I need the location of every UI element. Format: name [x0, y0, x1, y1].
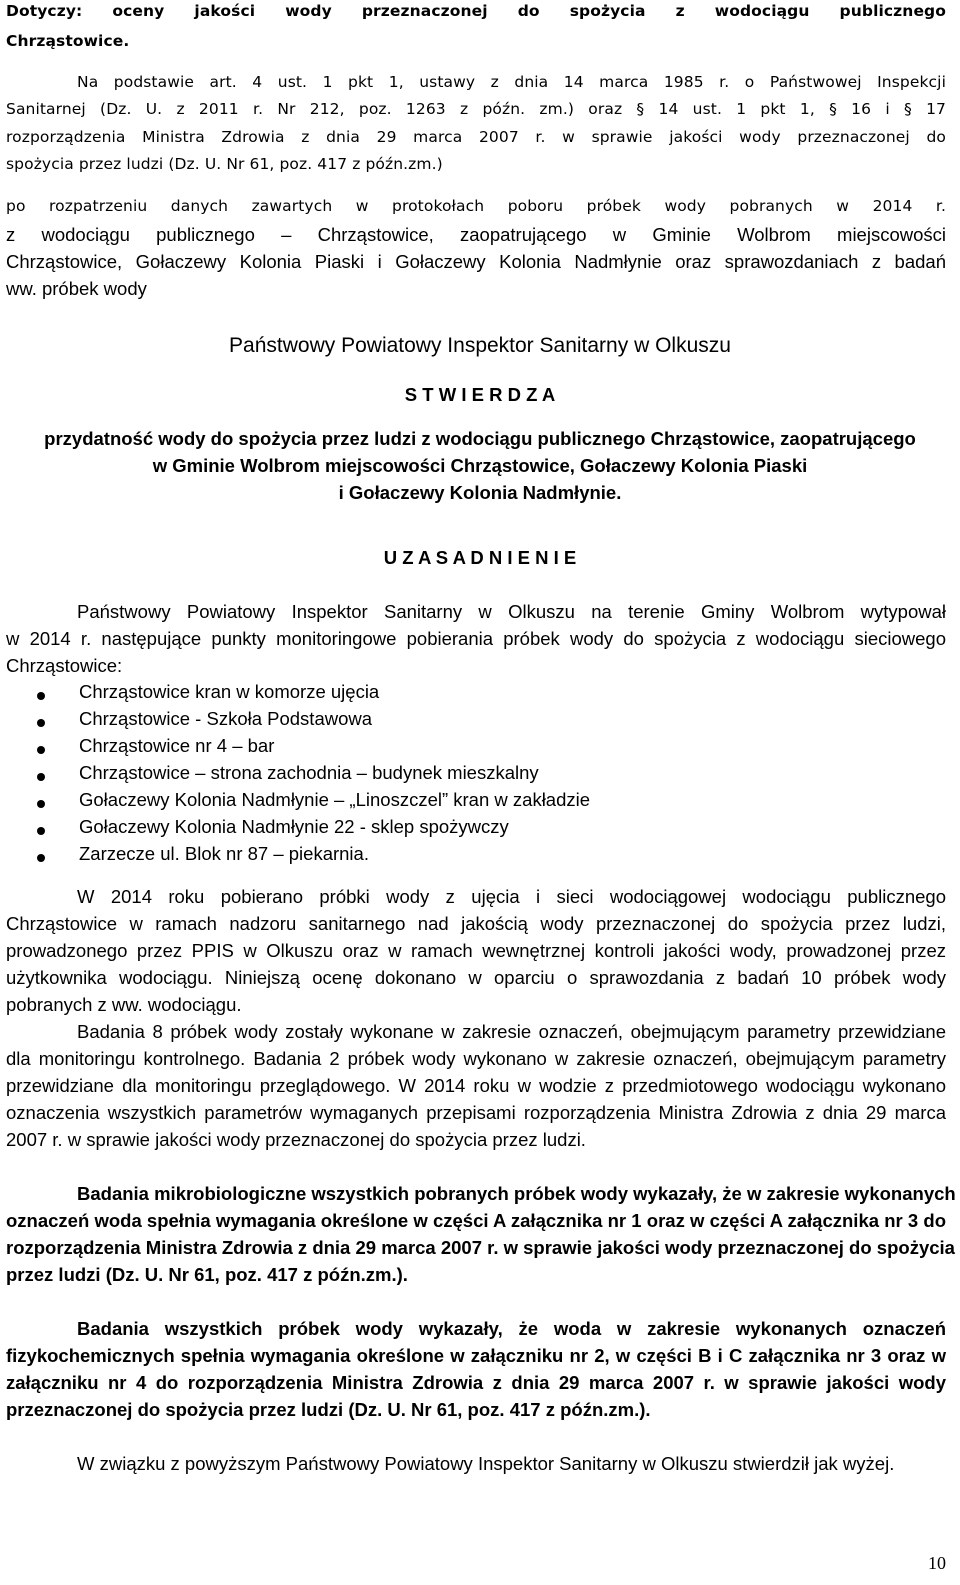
list-item: Chrząstowice nr 4 – bar: [79, 735, 275, 756]
subject-line: Dotyczy: oceny jakości wody przeznaczonej do spożycia z wodociągu publicznego: [6, 2, 946, 20]
paragraph-line: oznaczeń woda spełnia wymagania określone w części A załącznika nr 1 oraz w części A załącznika nr 3 do: [6, 1210, 946, 1231]
justification-line: Państwowy Powiatowy Inspektor Sanitarny w Olkuszu na terenie Gminy Wolbrom wytypował: [77, 601, 946, 622]
conclusion-line: W związku z powyższym Państwowy Powiatowy Inspektor Sanitarny w Olkuszu stwierdził jak wyżej.: [77, 1453, 895, 1474]
bullet-icon: [37, 692, 45, 700]
justification-heading: U Z A S A D N I E N I E: [383, 547, 577, 568]
consideration-line: z wodociągu publicznego – Chrząstowice, zaopatrującego w Gminie Wolbrom miejscowości: [6, 224, 946, 245]
consideration-line: po rozpatrzeniu danych zawartych w protokołach poboru próbek wody pobranych w 2014 r.: [6, 197, 946, 215]
page-number: 10: [928, 1553, 946, 1573]
decision-heading: S T W I E R D Z A: [404, 384, 556, 405]
bullet-icon: [37, 719, 45, 727]
paragraph-line: użytkownika wodociągu. Niniejszą ocenę dokonano w oparciu o sprawozdania z badań 10 próbek wody: [6, 967, 946, 988]
paragraph-line: przez ludzi (Dz. U. Nr 61, poz. 417 z późn.zm.).: [6, 1264, 408, 1285]
paragraph-line: Badania mikrobiologiczne wszystkich pobranych próbek wody wykazały, że w zakresie wykonanych: [77, 1183, 956, 1204]
list-item: Chrząstowice - Szkoła Podstawowa: [79, 708, 373, 729]
paragraph-line: Badania 8 próbek wody zostały wykonane w zakresie oznaczeń, obejmującym parametry przewidziane: [77, 1021, 946, 1042]
paragraph-line: załączniku nr 4 do rozporządzenia Ministra Zdrowia z dnia 29 marca 2007 r. w sprawie jakości wody: [6, 1372, 946, 1393]
paragraph-line: prowadzonego przez PPIS w Olkuszu oraz w ramach wewnętrznej kontroli jakości wody, prowadzonej przez: [6, 940, 946, 961]
decision-line: i Gołaczewy Kolonia Nadmłynie.: [338, 482, 622, 503]
paragraph-line: przewidziane dla monitoringu przeglądowego. W 2014 roku w wodzie z przedmiotowego wodociągu wykonano: [6, 1075, 946, 1096]
decision-line: przydatność wody do spożycia przez ludzi z wodociągu publicznego Chrząstowice, zaopatrującego: [44, 428, 916, 449]
bullet-icon: [37, 746, 45, 754]
justification-line: Chrząstowice:: [6, 655, 123, 676]
consideration-line: Chrząstowice, Gołaczewy Kolonia Piaski i Gołaczewy Kolonia Nadmłynie oraz sprawozdaniach z badań: [6, 251, 946, 272]
list-item: Chrząstowice kran w komorze ujęcia: [79, 681, 380, 702]
legal-basis-line: Na podstawie art. 4 ust. 1 pkt 1, ustawy z dnia 14 marca 1985 r. o Państwowej Inspekcji: [77, 73, 946, 91]
paragraph-line: Badania wszystkich próbek wody wykazały, że woda w zakresie wykonanych oznaczeń: [77, 1318, 946, 1339]
paragraph-line: dla monitoringu kontrolnego. Badania 2 próbek wody wykonano w zakresie oznaczeń, obejmującym parametry: [6, 1048, 946, 1069]
paragraph-line: rozporządzenia Ministra Zdrowia z dnia 29 marca 2007 r. w sprawie jakości wody przeznaczonej do spożycia: [6, 1237, 955, 1258]
list-item: Gołaczewy Kolonia Nadmłynie 22 - sklep spożywczy: [79, 816, 509, 837]
list-item: Zarzecze ul. Blok nr 87 – piekarnia.: [79, 843, 369, 864]
justification-line: w 2014 r. następujące punkty monitoringowe pobierania próbek wody do spożycia z wodociągu sieciowego: [6, 628, 946, 649]
consideration-line: ww. próbek wody: [6, 278, 147, 299]
bullet-icon: [37, 827, 45, 835]
bullet-icon: [37, 800, 45, 808]
bullet-icon: [37, 854, 45, 862]
paragraph-line: oznaczenia wszystkich parametrów wymaganych przepisami rozporządzenia Ministra Zdrowia z dnia 29 marca: [6, 1102, 946, 1123]
bullet-icon: [37, 773, 45, 781]
paragraph-line: W 2014 roku pobierano próbki wody z ujęcia i sieci wodociągowej wodociągu publicznego: [77, 886, 946, 907]
legal-basis-line: rozporządzenia Ministra Zdrowia z dnia 29 marca 2007 r. w sprawie jakości wody przeznaczonej do: [6, 128, 946, 146]
legal-basis-line: Sanitarnej (Dz. U. z 2011 r. Nr 212, poz. 1263 z późn. zm.) oraz § 14 ust. 1 pkt 1, § 16 i § 17: [6, 100, 946, 118]
authority-heading: Państwowy Powiatowy Inspektor Sanitarny w Olkuszu: [229, 334, 731, 357]
legal-basis-line: spożycia przez ludzi (Dz. U. Nr 61, poz. 417 z późn.zm.): [6, 155, 443, 173]
paragraph-line: Chrząstowice w ramach nadzoru sanitarnego nad jakością wody przeznaczonej do spożycia przez ludzi,: [6, 913, 946, 934]
decision-line: w Gminie Wolbrom miejscowości Chrząstowice, Gołaczewy Kolonia Piaski: [152, 455, 808, 476]
paragraph-line: pobranych z ww. wodociągu.: [6, 994, 242, 1015]
paragraph-line: 2007 r. w sprawie jakości wody przeznaczonej do spożycia przez ludzi.: [6, 1129, 586, 1150]
paragraph-line: fizykochemicznych spełnia wymagania określone w załączniku nr 2, w części B i C załącznika nr 3 oraz w: [6, 1345, 946, 1366]
list-item: Gołaczewy Kolonia Nadmłynie – „Linoszczel” kran w zakładzie: [79, 789, 591, 810]
subject-line: Chrząstowice.: [6, 32, 130, 50]
paragraph-line: przeznaczonej do spożycia przez ludzi (Dz. U. Nr 61, poz. 417 z późn.zm.).: [6, 1399, 651, 1420]
list-item: Chrząstowice – strona zachodnia – budynek mieszkalny: [79, 762, 539, 783]
